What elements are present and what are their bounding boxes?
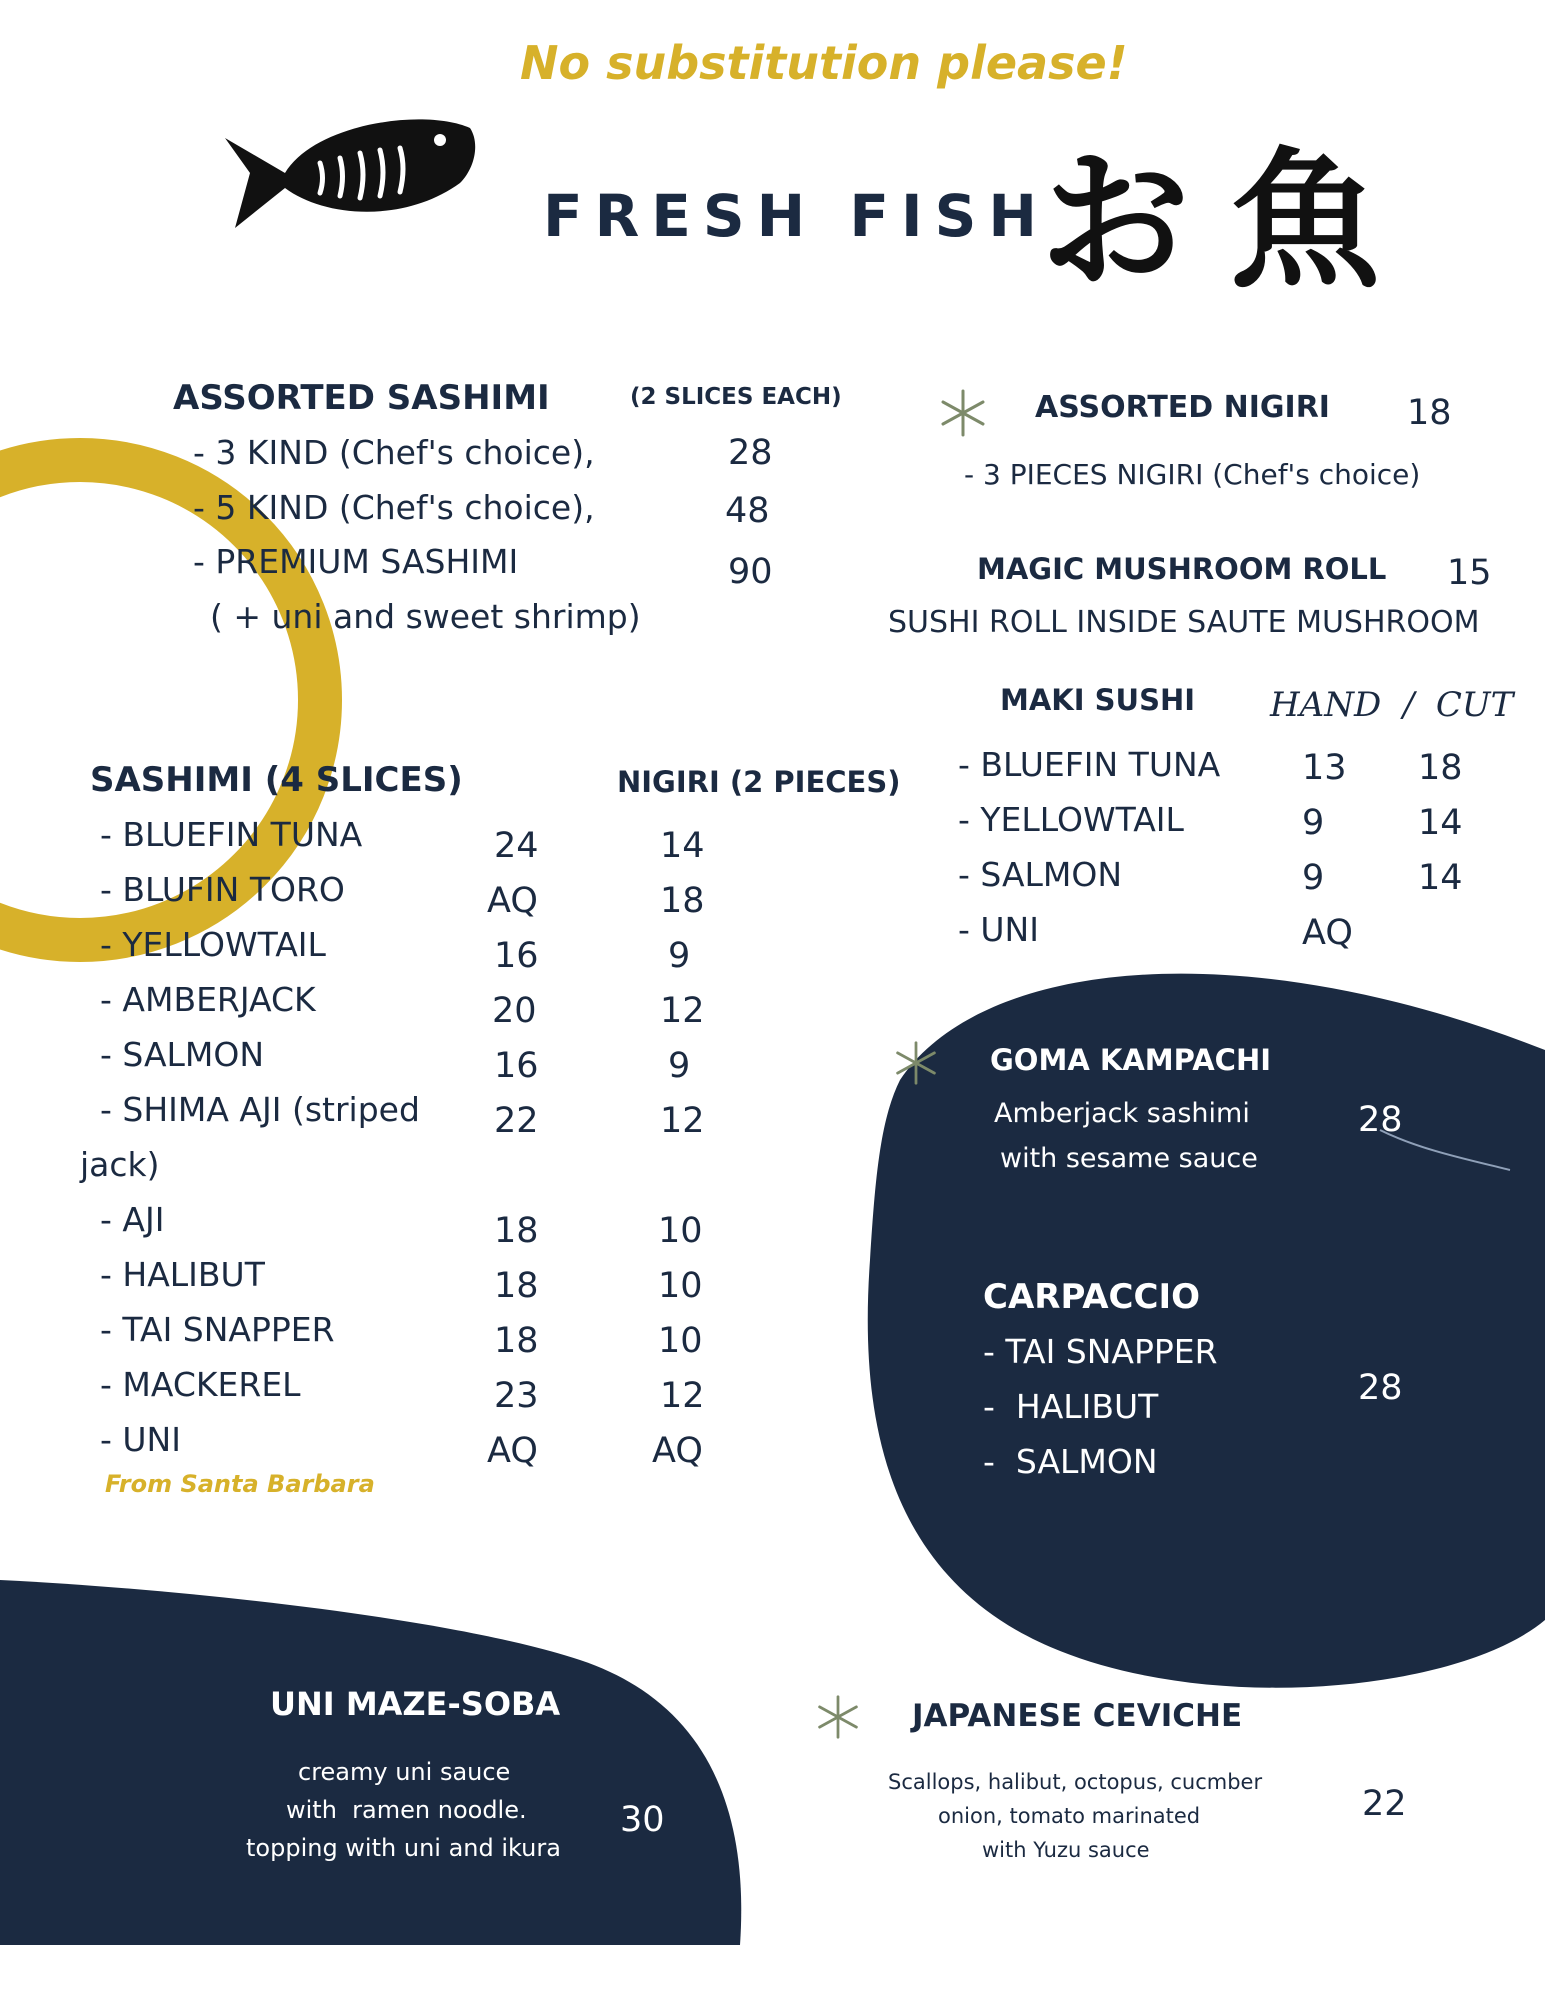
maki-item-label: - SALMON	[958, 855, 1123, 894]
nigiri-price: 9	[668, 936, 691, 976]
carpaccio-item: - SALMON	[983, 1442, 1158, 1481]
maki-hand-price: 9	[1302, 803, 1325, 843]
assorted-item-label: - PREMIUM SASHIMI	[193, 542, 519, 581]
nigiri-price: 18	[660, 881, 705, 921]
carpaccio-heading: CARPACCIO	[983, 1277, 1201, 1317]
sashimi-price: 18	[494, 1266, 539, 1306]
nigiri-price: AQ	[652, 1431, 703, 1471]
sashimi-item-wrap: jack)	[80, 1145, 160, 1184]
sashimi-item-label: - SHIMA AJI (striped	[100, 1090, 420, 1129]
maki-item-label: - BLUEFIN TUNA	[958, 745, 1221, 784]
maki-hand-price: 13	[1302, 748, 1347, 788]
maki-hand-price: 9	[1302, 858, 1325, 898]
goma-heading: GOMA KAMPACHI	[990, 1043, 1272, 1077]
maki-cut-price: 14	[1418, 858, 1463, 898]
ceviche-heading: JAPANESE CEVICHE	[912, 1698, 1243, 1734]
maki-cols: HAND / CUT	[1270, 685, 1514, 725]
nigiri-price: 14	[660, 826, 705, 866]
uni-note: From Santa Barbara	[105, 1470, 375, 1498]
goma-price: 28	[1358, 1100, 1403, 1140]
maki-item-label: - UNI	[958, 910, 1039, 949]
sashimi-item-label: - AJI	[100, 1200, 165, 1239]
ceviche-desc: with Yuzu sauce	[982, 1838, 1150, 1862]
nigiri-price: 12	[660, 1101, 705, 1141]
sashimi-item-label: - BLUFIN TORO	[100, 870, 345, 909]
maki-item-label: - YELLOWTAIL	[958, 800, 1184, 839]
sashimi-item-label: - TAI SNAPPER	[100, 1310, 335, 1349]
asterisk-icon	[893, 1040, 939, 1086]
sashimi-price: 18	[494, 1211, 539, 1251]
assorted-item-price: 90	[728, 552, 773, 592]
goma-desc: with sesame sauce	[1000, 1143, 1258, 1174]
assorted-item-label: - 5 KIND (Chef's choice),	[193, 488, 595, 527]
sashimi-price: 23	[494, 1376, 539, 1416]
sashimi-item-label: - UNI	[100, 1420, 181, 1459]
carpaccio-item: - TAI SNAPPER	[983, 1332, 1218, 1371]
sashimi-item-label: - SALMON	[100, 1035, 265, 1074]
goma-desc: Amberjack sashimi	[994, 1098, 1250, 1129]
sashimi-price: AQ	[487, 1431, 538, 1471]
asterisk-icon	[938, 388, 988, 438]
maki-cut-price: 14	[1418, 803, 1463, 843]
assorted-nigiri-desc: - 3 PIECES NIGIRI (Chef's choice)	[964, 458, 1421, 491]
ceviche-desc: Scallops, halibut, octopus, cucmber	[888, 1770, 1263, 1794]
magic-roll-price: 15	[1447, 553, 1492, 593]
magic-roll-heading: MAGIC MUSHROOM ROLL	[977, 552, 1387, 586]
maki-cut-price: 18	[1418, 748, 1463, 788]
nigiri-price: 10	[658, 1211, 703, 1251]
fish-icon	[225, 108, 480, 238]
sashimi-item-label: - BLUEFIN TUNA	[100, 815, 363, 854]
nigiri-price: 12	[660, 1376, 705, 1416]
nigiri-price: 10	[658, 1321, 703, 1361]
assorted-item-label: - 3 KIND (Chef's choice),	[193, 433, 595, 472]
sashimi-price: 24	[494, 826, 539, 866]
nigiri-heading: NIGIRI (2 PIECES)	[617, 765, 901, 799]
navy-blob-right	[868, 974, 1545, 1688]
nigiri-price: 9	[668, 1046, 691, 1086]
uni-soba-desc: topping with uni and ikura	[246, 1834, 561, 1862]
sashimi-item-label: - YELLOWTAIL	[100, 925, 326, 964]
sashimi-item-label: - HALIBUT	[100, 1255, 265, 1294]
sashimi-price: 16	[494, 936, 539, 976]
carpaccio-price: 28	[1358, 1368, 1403, 1408]
sashimi-price: 16	[494, 1046, 539, 1086]
sashimi-price: 18	[494, 1321, 539, 1361]
assorted-sashimi-heading: ASSORTED SASHIMI	[173, 378, 550, 418]
asterisk-icon	[815, 1694, 861, 1740]
ceviche-desc: onion, tomato marinated	[938, 1804, 1201, 1828]
uni-soba-desc: with ramen noodle.	[286, 1796, 527, 1824]
sashimi-item-label: - AMBERJACK	[100, 980, 316, 1019]
nigiri-price: 12	[660, 991, 705, 1031]
nigiri-price: 10	[658, 1266, 703, 1306]
uni-soba-heading: UNI MAZE-SOBA	[270, 1685, 561, 1723]
assorted-item-price: 48	[725, 491, 770, 531]
uni-soba-price: 30	[620, 1800, 665, 1840]
kanji-title: お魚	[1040, 133, 1421, 309]
assorted-nigiri-heading: ASSORTED NIGIRI	[1035, 390, 1330, 425]
sashimi-item-label: - MACKEREL	[100, 1365, 301, 1404]
assorted-nigiri-price: 18	[1407, 393, 1452, 433]
maki-heading: MAKI SUSHI	[1000, 683, 1196, 717]
carpaccio-item: - HALIBUT	[983, 1387, 1159, 1426]
sashimi-price: AQ	[487, 881, 538, 921]
sashimi-heading: SASHIMI (4 SLICES)	[90, 760, 463, 800]
page-title: FRESH FISH	[543, 182, 1049, 250]
magic-roll-desc: SUSHI ROLL INSIDE SAUTE MUSHROOM	[888, 605, 1480, 640]
ceviche-price: 22	[1362, 1784, 1407, 1824]
maki-hand-price: AQ	[1302, 913, 1353, 953]
no-substitution-note: No substitution please!	[520, 36, 1128, 90]
uni-soba-desc: creamy uni sauce	[298, 1758, 511, 1786]
assorted-item-price: 28	[728, 433, 773, 473]
assorted-extra: ( + uni and sweet shrimp)	[210, 597, 641, 636]
sashimi-price: 20	[492, 991, 537, 1031]
gold-ring	[0, 460, 320, 940]
assorted-sashimi-sub: (2 SLICES EACH)	[630, 384, 842, 410]
sashimi-price: 22	[494, 1101, 539, 1141]
